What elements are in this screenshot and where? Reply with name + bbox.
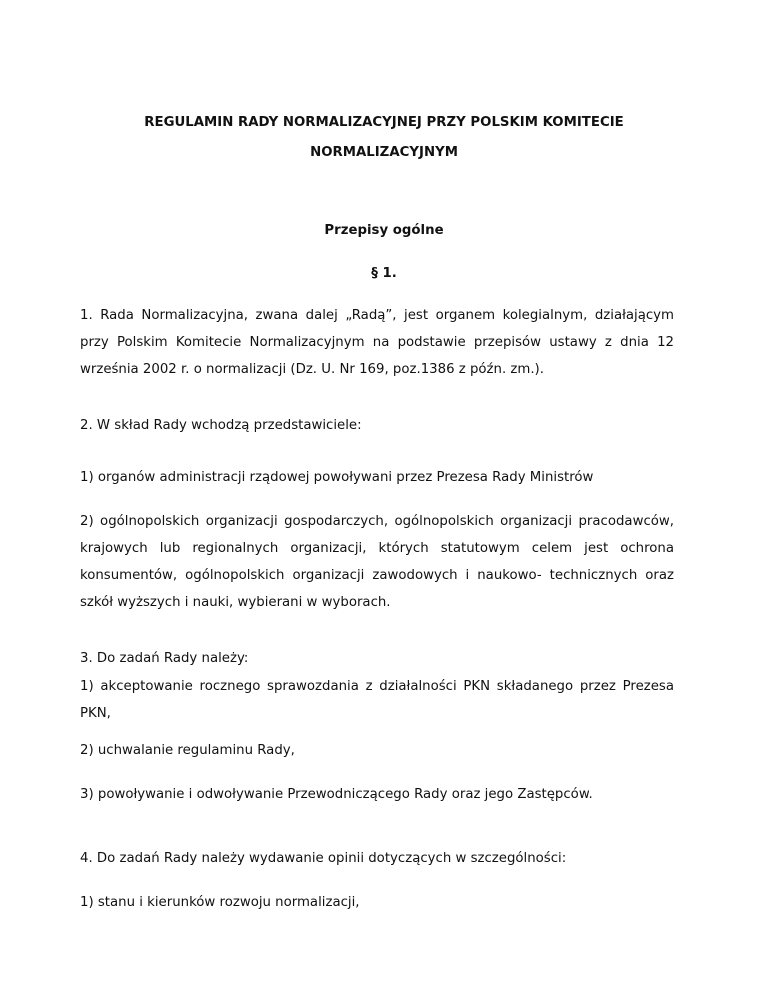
paragraph-4-item-1: 1) stanu i kierunków rozwoju normalizacji, <box>80 895 360 910</box>
paragraph-3-item-3: 3) powoływanie i odwoływanie Przewodniczącego Rady oraz jego Zastępców. <box>80 787 593 802</box>
paragraph-3-item-1: 1) akceptowanie rocznego sprawozdania z działalności PKN składanego przez Prezesa PKN, <box>80 679 674 721</box>
paragraph-3: 3. Do zadań Rady należy: <box>80 651 249 666</box>
section-heading: Przepisy ogólne <box>324 223 444 238</box>
paragraph-1: 1. Rada Normalizacyjna, zwana dalej „Radą”, jest organem kolegialnym, działającym przy Polskim Komitecie Normalizacyjnym na podstawie przepisów ustawy z dnia 12 września 2002 r. o normalizacji (Dz. U. Nr 169, poz.1386 z późn. zm.). <box>80 308 674 377</box>
paragraph-marker: § 1. <box>371 266 397 281</box>
paragraph-3-item-2: 2) uchwalanie regulaminu Rady, <box>80 743 295 758</box>
paragraph-2-item-1: 1) organów administracji rządowej powoływani przez Prezesa Rady Ministrów <box>80 470 594 485</box>
document-title: REGULAMIN RADY NORMALIZACYJNEJ PRZY POLSKIM KOMITECIE NORMALIZACYJNYM <box>144 115 624 160</box>
paragraph-2-item-2: 2) ogólnopolskich organizacji gospodarczych, ogólnopolskich organizacji pracodawców, krajowych lub regionalnych organizacji, których statutowym celem jest ochrona konsumentów, ogólnopolskich organizacji zawodowych i naukowo- technicznych oraz szkół wyższych i nauki, wybierani w wyborach. <box>80 514 674 610</box>
paragraph-4: 4. Do zadań Rady należy wydawanie opinii dotyczących w szczególności: <box>80 851 567 866</box>
paragraph-2: 2. W skład Rady wchodzą przedstawiciele: <box>80 418 362 433</box>
